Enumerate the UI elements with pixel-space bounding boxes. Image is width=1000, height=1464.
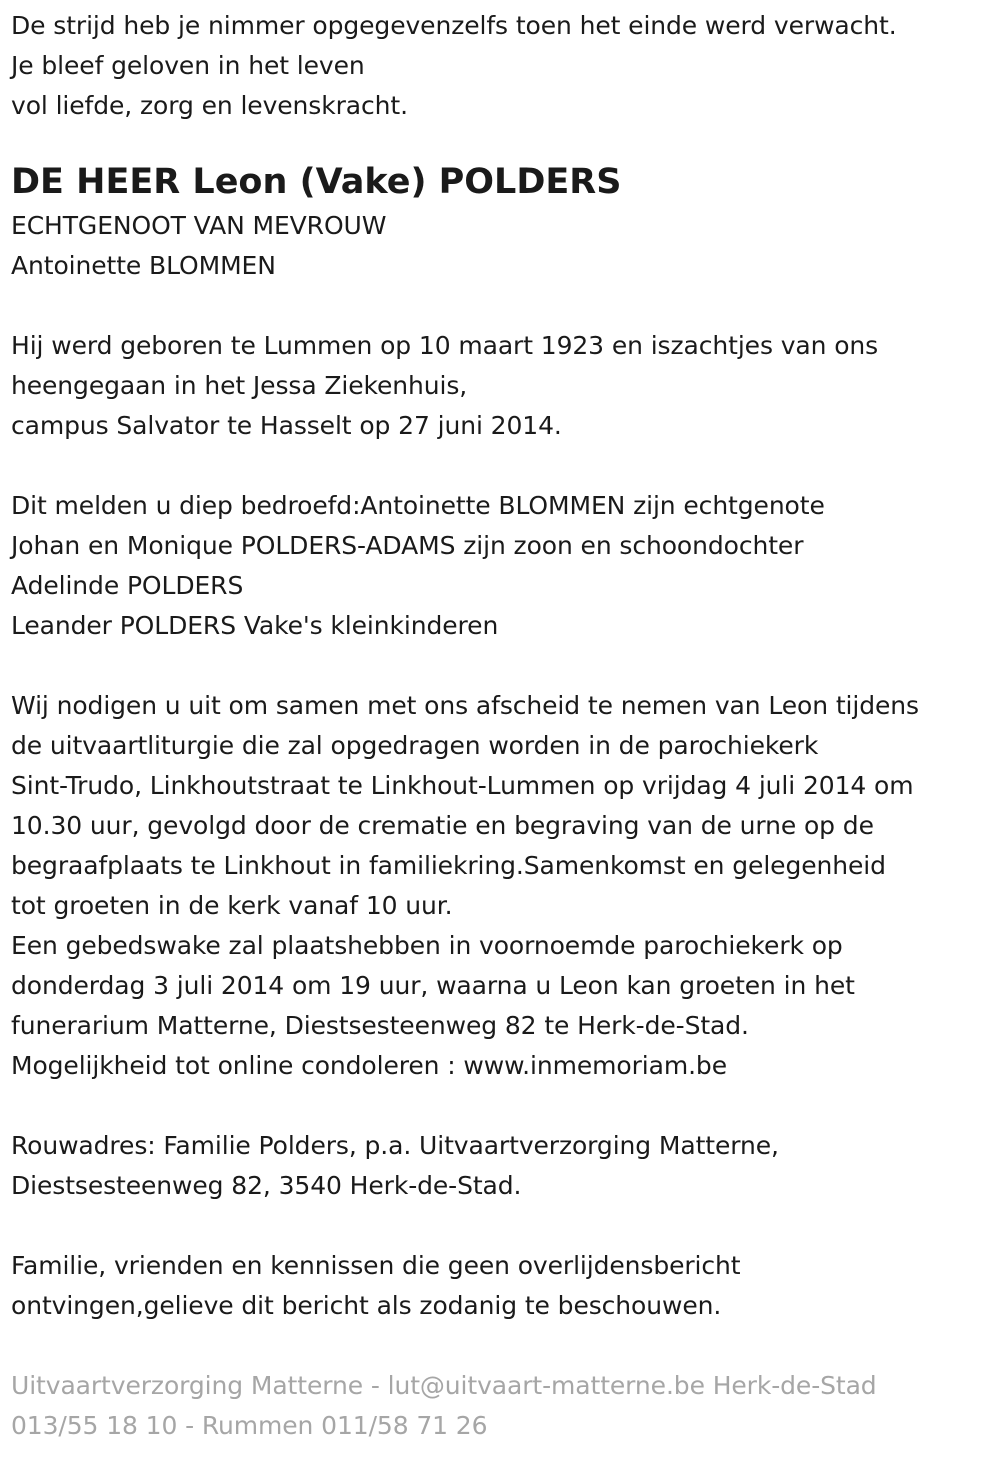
paragraph-line: heengegaan in het Jessa Ziekenhuis, bbox=[11, 371, 468, 400]
address-paragraph bbox=[11, 1126, 996, 1206]
paragraph-line: Sint-Trudo, Linkhoutstraat te Linkhout-Lummen op vrijdag 4 juli 2014 om bbox=[11, 771, 914, 800]
paragraph-line: Wij nodigen u uit om samen met ons afscheid te nemen van Leon tijdens bbox=[11, 691, 919, 720]
spouse-line: ECHTGENOOT VAN MEVROUW bbox=[11, 211, 387, 240]
footer-line: Uitvaartverzorging Matterne - lut@uitvaart-matterne.be Herk-de-Stad bbox=[11, 1371, 877, 1400]
birth-death-paragraph bbox=[11, 326, 996, 446]
deceased-name: DE HEER Leon (Vake) POLDERS bbox=[11, 162, 622, 202]
paragraph-line: ontvingen,gelieve dit bericht als zodanig te beschouwen. bbox=[11, 1291, 722, 1320]
obituary-document bbox=[11, 6, 996, 1446]
paragraph-line: funerarium Matterne, Diestsesteenweg 82 te Herk-de-Stad. bbox=[11, 1011, 749, 1040]
paragraph-line: Hij werd geboren te Lummen op 10 maart 1923 en iszachtjes van ons bbox=[11, 331, 879, 360]
paragraph-line: Diestsesteenweg 82, 3540 Herk-de-Stad. bbox=[11, 1171, 522, 1200]
paragraph-line: Een gebedswake zal plaatshebben in voornoemde parochiekerk op bbox=[11, 931, 843, 960]
poem-line: vol liefde, zorg en levenskracht. bbox=[11, 91, 408, 120]
funeral-home-footer bbox=[11, 1366, 996, 1446]
paragraph-line: Familie, vrienden en kennissen die geen overlijdensbericht bbox=[11, 1251, 741, 1280]
paragraph-line: campus Salvator te Hasselt op 27 juni 2014. bbox=[11, 411, 562, 440]
paragraph-line: 10.30 uur, gevolgd door de crematie en begraving van de urne op de bbox=[11, 811, 874, 840]
paragraph-line: Leander POLDERS Vake's kleinkinderen bbox=[11, 611, 499, 640]
paragraph-line: tot groeten in de kerk vanaf 10 uur. bbox=[11, 891, 453, 920]
paragraph-line: Dit melden u diep bedroefd:Antoinette BLOMMEN zijn echtgenote bbox=[11, 491, 825, 520]
paragraph-line: donderdag 3 juli 2014 om 19 uur, waarna u Leon kan groeten in het bbox=[11, 971, 855, 1000]
poem bbox=[11, 6, 996, 126]
footer-line: 013/55 18 10 - Rummen 011/58 71 26 bbox=[11, 1411, 488, 1440]
paragraph-line: Rouwadres: Familie Polders, p.a. Uitvaartverzorging Matterne, bbox=[11, 1131, 779, 1160]
paragraph-line: Adelinde POLDERS bbox=[11, 571, 244, 600]
poem-line: Je bleef geloven in het leven bbox=[11, 51, 365, 80]
family-paragraph bbox=[11, 486, 996, 646]
spouse-info bbox=[11, 206, 996, 286]
paragraph-line: de uitvaartliturgie die zal opgedragen worden in de parochiekerk bbox=[11, 731, 819, 760]
poem-line: De strijd heb je nimmer opgegevenzelfs toen het einde werd verwacht. bbox=[11, 11, 897, 40]
spouse-line: Antoinette BLOMMEN bbox=[11, 251, 276, 280]
notice-paragraph bbox=[11, 1246, 996, 1326]
paragraph-line: Johan en Monique POLDERS-ADAMS zijn zoon en schoondochter bbox=[11, 531, 804, 560]
paragraph-line: begraafplaats te Linkhout in familiekring.Samenkomst en gelegenheid bbox=[11, 851, 886, 880]
funeral-paragraph bbox=[11, 686, 996, 1086]
paragraph-line: Mogelijkheid tot online condoleren : www.inmemoriam.be bbox=[11, 1051, 727, 1080]
